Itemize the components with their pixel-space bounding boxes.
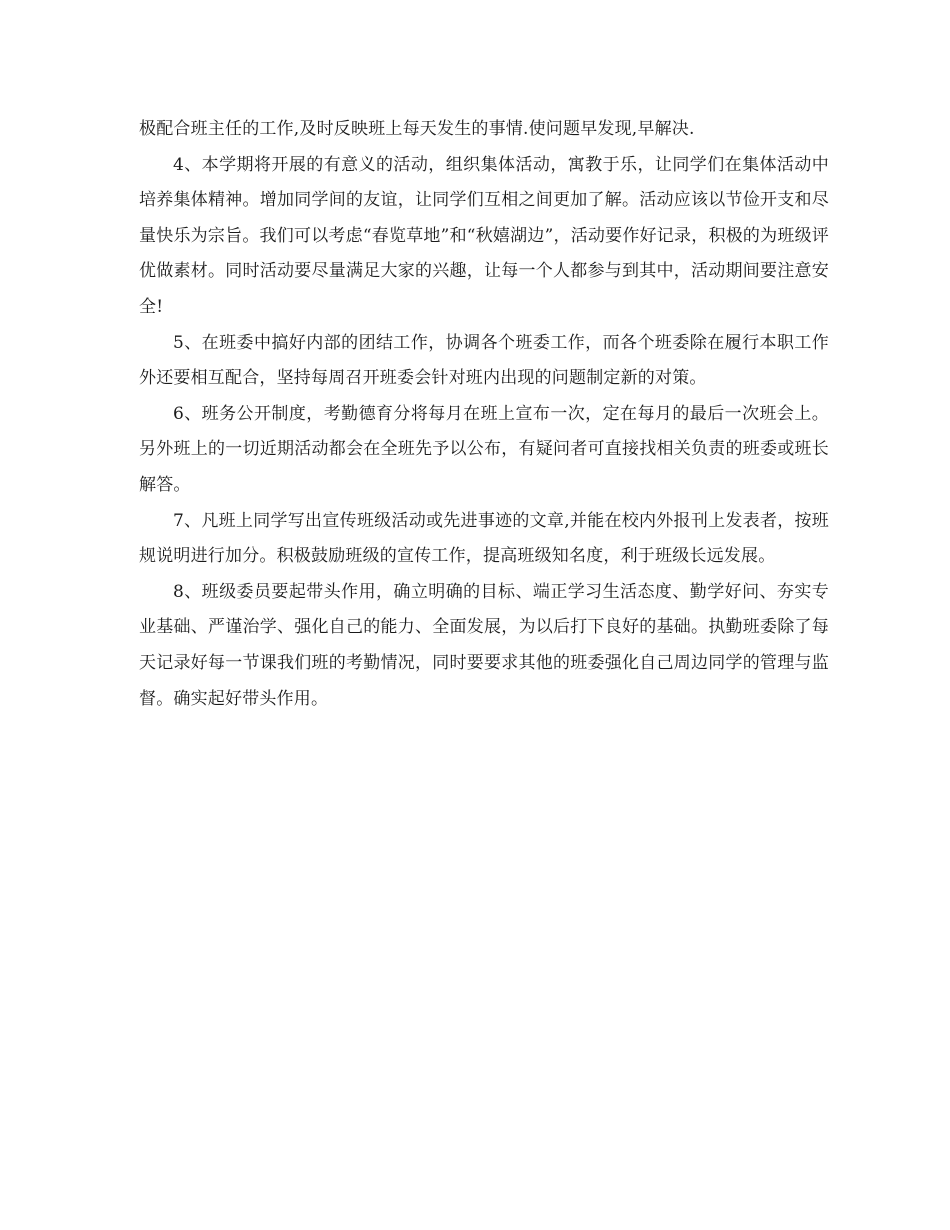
paragraph-item-4: 4、本学期将开展的有意义的活动，组织集体活动，寓教于乐，让同学们在集体活动中培养集体精神。增加同学间的友谊，让同学们互相之间更加了解。活动应该以节俭开支和尽量快乐为宗旨。我们可以考虑“春览草地”和“秋嬉湖边”，活动要作好记录，积极的为班级评优做素材。同时活动要尽量满足大家的兴趣，让每一个人都参与到其中，活动期间要注意安全! [139,154,829,317]
paragraph-item-5: 5、在班委中搞好内部的团结工作，协调各个班委工作，而各个班委除在履行本职工作外还要相互配合，坚持每周召开班委会针对班内出现的问题制定新的对策。 [139,332,829,389]
paragraph-item-6: 6、班务公开制度，考勤德育分将每月在班上宣布一次，定在每月的最后一次班会上。另外班上的一切近期活动都会在全班先予以公布，有疑问者可直接找相关负责的班委或班长解答。 [139,403,829,495]
paragraph-continuation: 极配合班主任的工作,及时反映班上每天发生的事情.使问题早发现,早解决. [139,119,695,139]
paragraph-item-8: 8、班级委员要起带头作用，确立明确的目标、端正学习生活态度、勤学好问、夯实专业基础、严谨治学、强化自己的能力、全面发展，为以后打下良好的基础。执勤班委除了每天记录好每一节课我们班的考勤情况，同时要要求其他的班委强化自己周边同学的管理与监督。确实起好带头作用。 [139,581,829,709]
paragraph-item-7: 7、凡班上同学写出宣传班级活动或先进事迹的文章,并能在校内外报刊上发表者，按班规说明进行加分。积极鼓励班级的宣传工作，提高班级知名度，利于班级长远发展。 [139,510,829,567]
document-page [139,112,829,717]
